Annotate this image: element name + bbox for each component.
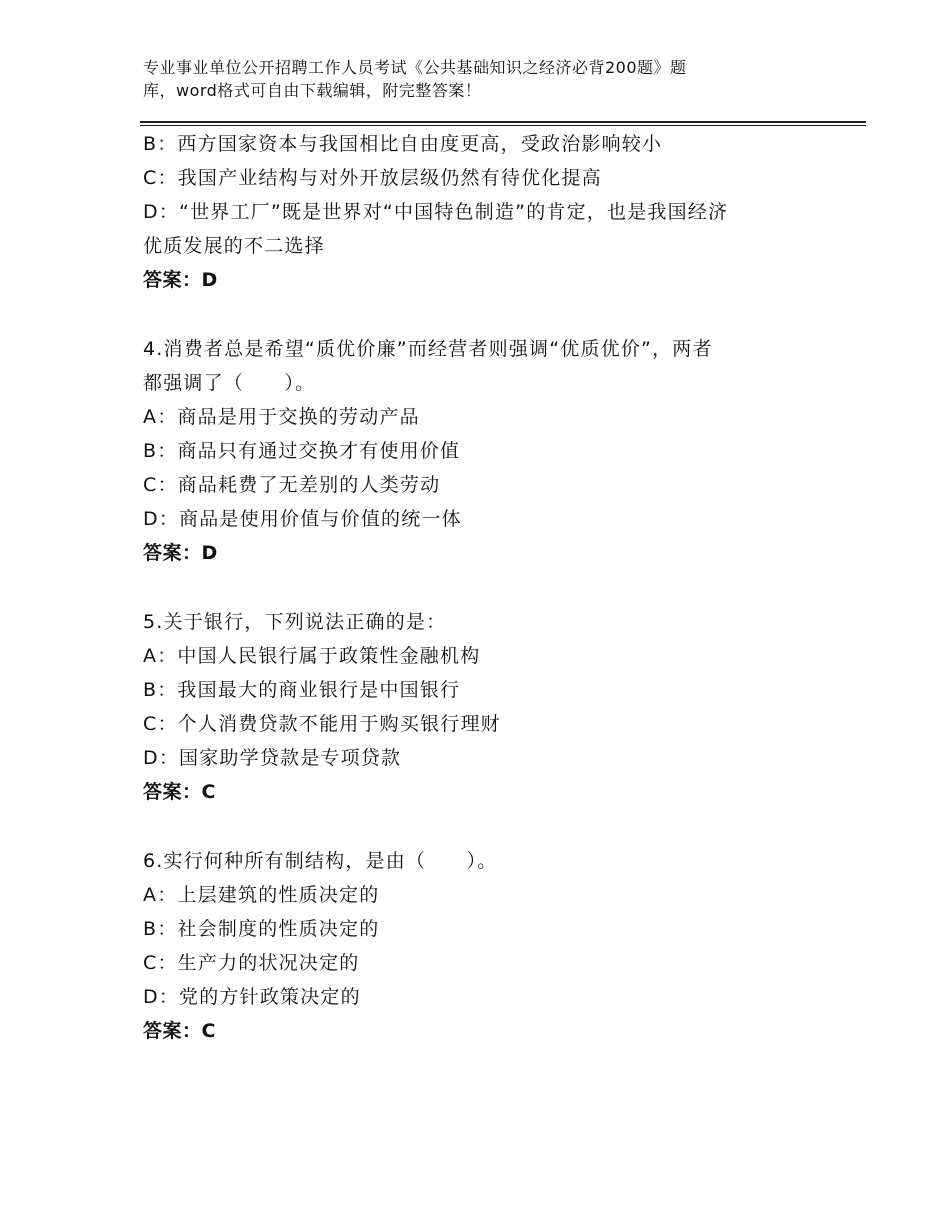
q5-option-c: C：个人消费贷款不能用于购买银行理财 bbox=[143, 713, 501, 735]
q5-answer: 答案：C bbox=[143, 781, 216, 803]
question-4 bbox=[143, 332, 833, 570]
q6-option-a: A：上层建筑的性质决定的 bbox=[143, 884, 380, 906]
q4-stem-line-2: 都强调了（ ）。 bbox=[143, 372, 316, 394]
q6-option-b: B：社会制度的性质决定的 bbox=[143, 918, 380, 940]
q3-answer: 答案：D bbox=[143, 269, 218, 291]
header-line-2: 库，word格式可自由下载编辑，附完整答案！ bbox=[143, 81, 482, 100]
q3-option-d-line-2: 优质发展的不二选择 bbox=[143, 235, 325, 257]
q3-option-c: C：我国产业结构与对外开放层级仍然有待优化提高 bbox=[143, 167, 602, 189]
header-line-1: 专业事业单位公开招聘工作人员考试《公共基础知识之经济必背200题》题 bbox=[143, 58, 687, 77]
q6-option-d: D：党的方针政策决定的 bbox=[143, 986, 361, 1008]
q5-option-d: D：国家助学贷款是专项贷款 bbox=[143, 747, 402, 769]
q6-stem: 6.实行何种所有制结构，是由（ ）。 bbox=[143, 850, 498, 872]
question-6 bbox=[143, 844, 833, 1048]
q5-option-a: A：中国人民银行属于政策性金融机构 bbox=[143, 645, 481, 667]
spacer bbox=[143, 297, 833, 332]
header-divider-thick bbox=[140, 121, 866, 123]
document-header bbox=[143, 56, 833, 102]
q4-stem-line-1: 4.消费者总是希望“质优价廉”而经营者则强调“优质优价”，两者 bbox=[143, 338, 713, 360]
q5-option-b: B：我国最大的商业银行是中国银行 bbox=[143, 679, 461, 701]
q6-answer: 答案：C bbox=[143, 1020, 216, 1042]
q5-stem: 5.关于银行，下列说法正确的是： bbox=[143, 611, 447, 633]
q4-answer: 答案：D bbox=[143, 542, 218, 564]
document-body bbox=[143, 127, 833, 1048]
question-5 bbox=[143, 605, 833, 809]
q4-option-b: B：商品只有通过交换才有使用价值 bbox=[143, 440, 461, 462]
header-divider-thin bbox=[140, 125, 866, 126]
spacer bbox=[143, 809, 833, 844]
spacer bbox=[143, 570, 833, 605]
q3-option-b: B：西方国家资本与我国相比自由度更高，受政治影响较小 bbox=[143, 133, 663, 155]
q4-option-d: D：商品是使用价值与价值的统一体 bbox=[143, 508, 462, 530]
question-3-continued bbox=[143, 127, 833, 297]
q3-option-d-line-1: D：“世界工厂”既是世界对“中国特色制造”的肯定，也是我国经济 bbox=[143, 201, 729, 223]
q4-option-c: C：商品耗费了无差别的人类劳动 bbox=[143, 474, 441, 496]
q4-option-a: A：商品是用于交换的劳动产品 bbox=[143, 406, 420, 428]
q6-option-c: C：生产力的状况决定的 bbox=[143, 952, 360, 974]
